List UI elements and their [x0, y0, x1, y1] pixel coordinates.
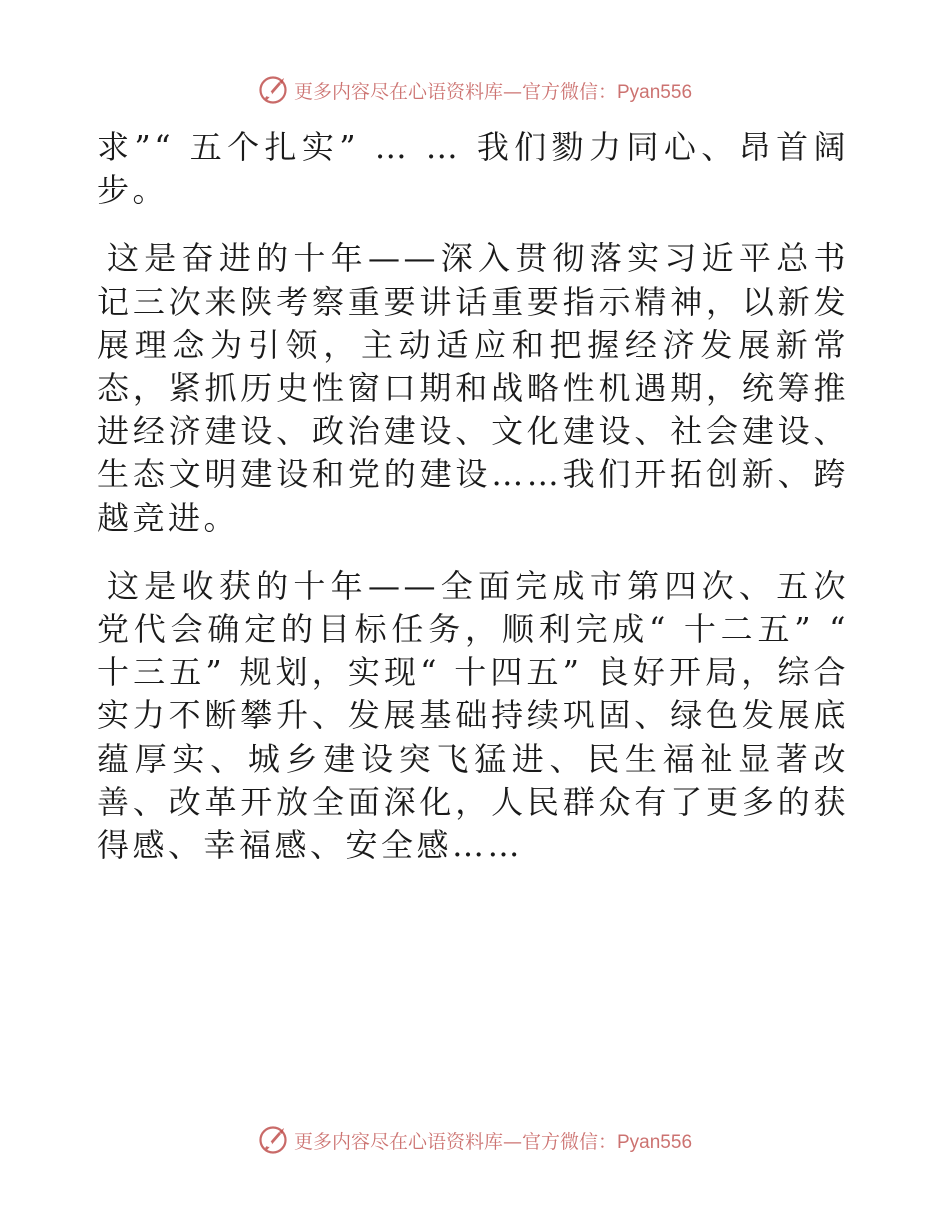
header-banner-label: 更多内容尽在心语资料库—官方微信： [293, 80, 617, 103]
header-banner-text [294, 77, 692, 104]
paragraph-3: 这是收获的十年——全面完成市第四次、五次党代会确定的目标任务，顺利完成“ 十二五” “ 十三五” 规划，实现“ 十四五” 良好开局，综合实力不断攀升、发展基础持续巩固、绿色发展底蕴厚实、城乡建设突飞猛进、民生福祉显著改善、改革开放全面深化，人民群众有了更多的获得感、幸福感、安全感…… [97, 566, 849, 865]
paragraph-1: 求”“ 五个扎实” … … 我们勠力同心、昂首阔步。 [97, 128, 849, 210]
footer-banner-label: 更多内容尽在心语资料库—官方微信： [293, 1130, 617, 1153]
header-banner [0, 70, 950, 110]
footer-wechat-id: Pyan556 [617, 1131, 693, 1153]
footer-banner-text [294, 1127, 692, 1154]
header-wechat-id: Pyan556 [617, 81, 693, 103]
paragraph-2: 这是奋进的十年——深入贯彻落实习近平总书记三次来陕考察重要讲话重要指示精神，以新发展理念为引领，主动适应和把握经济发展新常态，紧抓历史性窗口期和战略性机遇期，统筹推进经济建设、政治建设、文化建设、社会建设、生态文明建设和党的建设……我们开拓创新、跨越竞进。 [97, 239, 849, 537]
document-body [97, 126, 849, 867]
quill-pen-logo-icon [258, 1125, 288, 1155]
footer-banner [0, 1120, 950, 1160]
quill-pen-logo-icon [258, 75, 288, 105]
